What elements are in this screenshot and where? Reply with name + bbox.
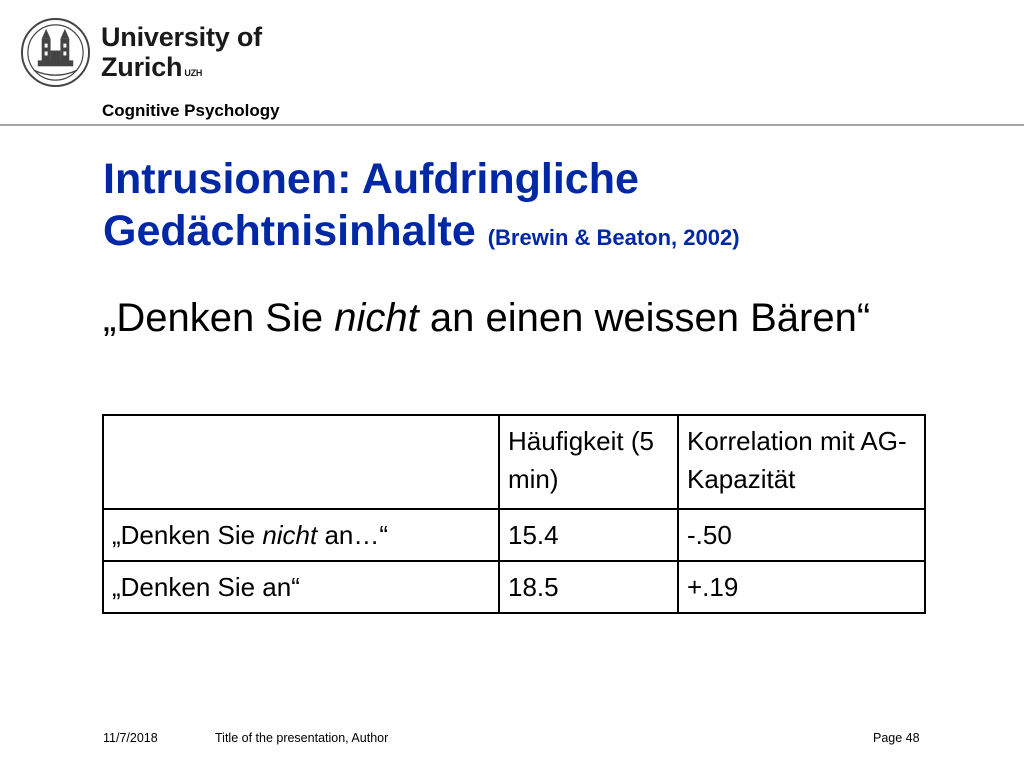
department-name: Cognitive Psychology bbox=[102, 101, 280, 120]
footer-page-number: Page 48 bbox=[873, 731, 920, 745]
title-citation: (Brewin & Beaton, 2002) bbox=[487, 225, 740, 250]
row-correlation: +.19 bbox=[678, 561, 925, 613]
quote-text bbox=[103, 292, 903, 344]
university-wordmark bbox=[101, 22, 262, 82]
results-table bbox=[102, 414, 926, 614]
row-frequency: 18.5 bbox=[499, 561, 678, 613]
row-label-suffix: an…“ bbox=[324, 520, 389, 550]
footer-date: 11/7/2018 bbox=[103, 731, 158, 745]
row-label: „Denken Sie an“ bbox=[103, 561, 499, 613]
row-frequency: 15.4 bbox=[499, 509, 678, 561]
university-abbr: UZH bbox=[184, 68, 203, 78]
table-row bbox=[103, 509, 925, 561]
university-city: Zurich bbox=[101, 52, 183, 82]
university-name-line2 bbox=[101, 52, 262, 82]
quote-suffix: an einen weissen Bären“ bbox=[429, 296, 871, 340]
university-seal-logo bbox=[20, 17, 91, 88]
title-line2: Gedächtnisinhalte bbox=[103, 207, 476, 255]
header-cell-empty bbox=[103, 415, 499, 509]
header-divider bbox=[0, 124, 1024, 126]
row-label-prefix: „Denken Sie bbox=[112, 520, 256, 550]
title-line1: Intrusionen: Aufdringliche bbox=[103, 155, 639, 203]
row-label-emphasis: nicht bbox=[262, 520, 318, 550]
table-header-row bbox=[103, 415, 925, 509]
slide-title bbox=[103, 153, 983, 264]
quote-prefix: „Denken Sie bbox=[103, 296, 324, 340]
row-correlation: -.50 bbox=[678, 509, 925, 561]
university-name-line1: University of bbox=[101, 22, 262, 52]
table-row bbox=[103, 561, 925, 613]
row-label bbox=[103, 509, 499, 561]
header-cell-correlation: Korrelation mit AG-Kapazität bbox=[678, 415, 925, 509]
footer-presentation-title: Title of the presentation, Author bbox=[215, 731, 389, 745]
quote-emphasis: nicht bbox=[334, 296, 419, 340]
header-cell-frequency: Häufigkeit (5 min) bbox=[499, 415, 678, 509]
